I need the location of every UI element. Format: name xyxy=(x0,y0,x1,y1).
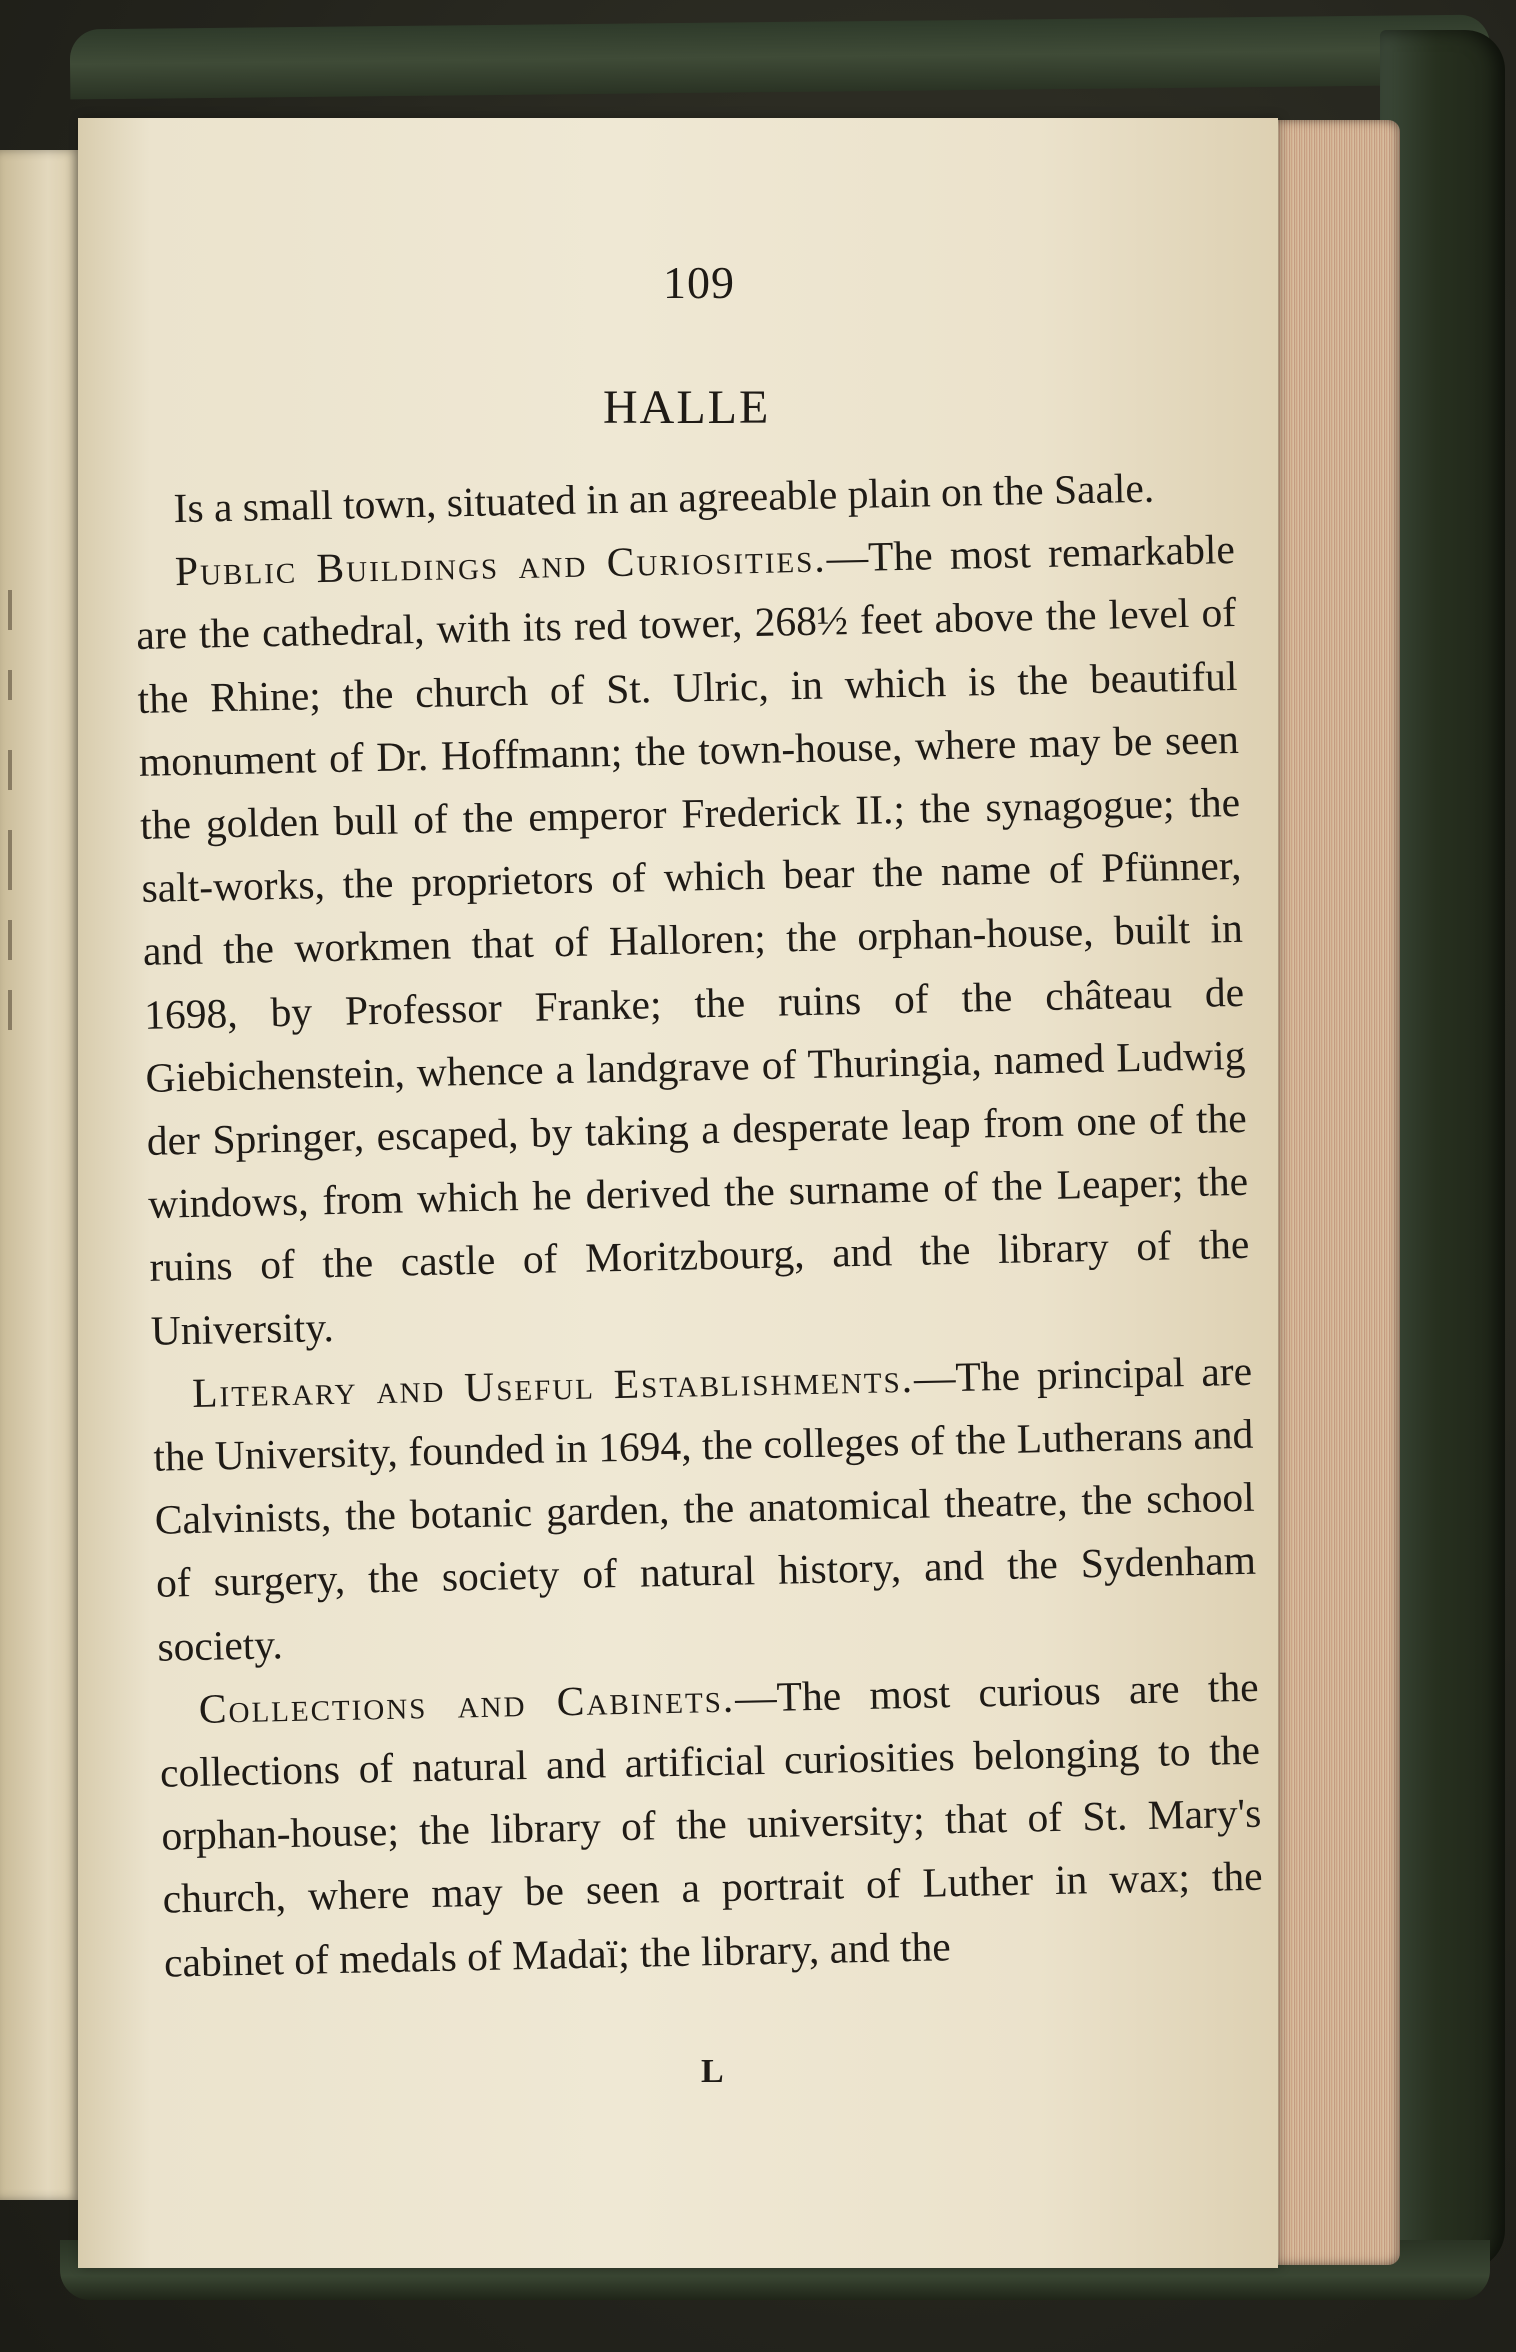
book-page xyxy=(78,118,1278,2268)
paragraph-heading: Literary and Useful Establishments. xyxy=(191,1354,915,1416)
paragraph-public-buildings xyxy=(134,518,1251,1362)
paragraph-literary-establishments xyxy=(152,1340,1258,1679)
paragraph-text: —The most curious are the collections of natural and artificial curiosities belonging to the orphan-house; the library of the university; that of St. Mary's church, where may be seen a portrait of Luther in wax; the cabinet of medals of Madaï; the library, and the xyxy=(159,1663,1264,1986)
paragraph-collections xyxy=(158,1656,1264,1995)
left-page-edge xyxy=(0,150,80,2200)
left-page-glyph xyxy=(8,830,12,890)
page-number: 109 xyxy=(663,257,735,308)
page-body xyxy=(133,455,1265,1995)
book-cover-top xyxy=(70,15,1491,100)
left-page-glyph xyxy=(8,990,12,1030)
page-block-edge xyxy=(1260,120,1400,2265)
paragraph-text: Is a small town, situated in an agreeable plain on the Saale. xyxy=(173,464,1155,532)
left-page-glyph xyxy=(8,590,12,630)
left-page-glyph xyxy=(8,670,12,700)
section-title: HALLE xyxy=(603,381,771,434)
printer-signature: L xyxy=(701,2053,724,2090)
left-page-glyph xyxy=(8,920,12,960)
paragraph-heading: Collections and Cabinets. xyxy=(198,1674,736,1732)
left-page-glyph xyxy=(8,750,12,790)
paragraph-text: —The principal are the University, founded in 1694, the colleges of the Lutherans and Calvinists, the botanic garden, the anatomical theatre, the school of surgery, the society of natural history, and the Sydenham society. xyxy=(153,1347,1257,1670)
paragraph-heading: Public Buildings and Curiosities. xyxy=(174,534,828,595)
paragraph-text: —The most remarkable are the cathedral, with its red tower, 268½ feet above the level of the Rhine; the church of St. Ulric, in which is the beautiful monument of Dr. Hoffmann; the town-house, where may be seen the golden bull of the emperor Frederick II.; the synagogue; the salt-works, the proprietors of which bear the name of Pfünner, and the workmen that of Halloren; the orphan-house, built in 1698, by Professor Franke; the ruins of the château de Giebichenstein, whence a landgrave of Thuringia, named Ludwig der Springer, escaped, by taking a desperate leap from one of the windows, from which he derived the surname of the Leaper; the ruins of the castle of Moritzbourg, and the library of the University. xyxy=(135,526,1250,1354)
